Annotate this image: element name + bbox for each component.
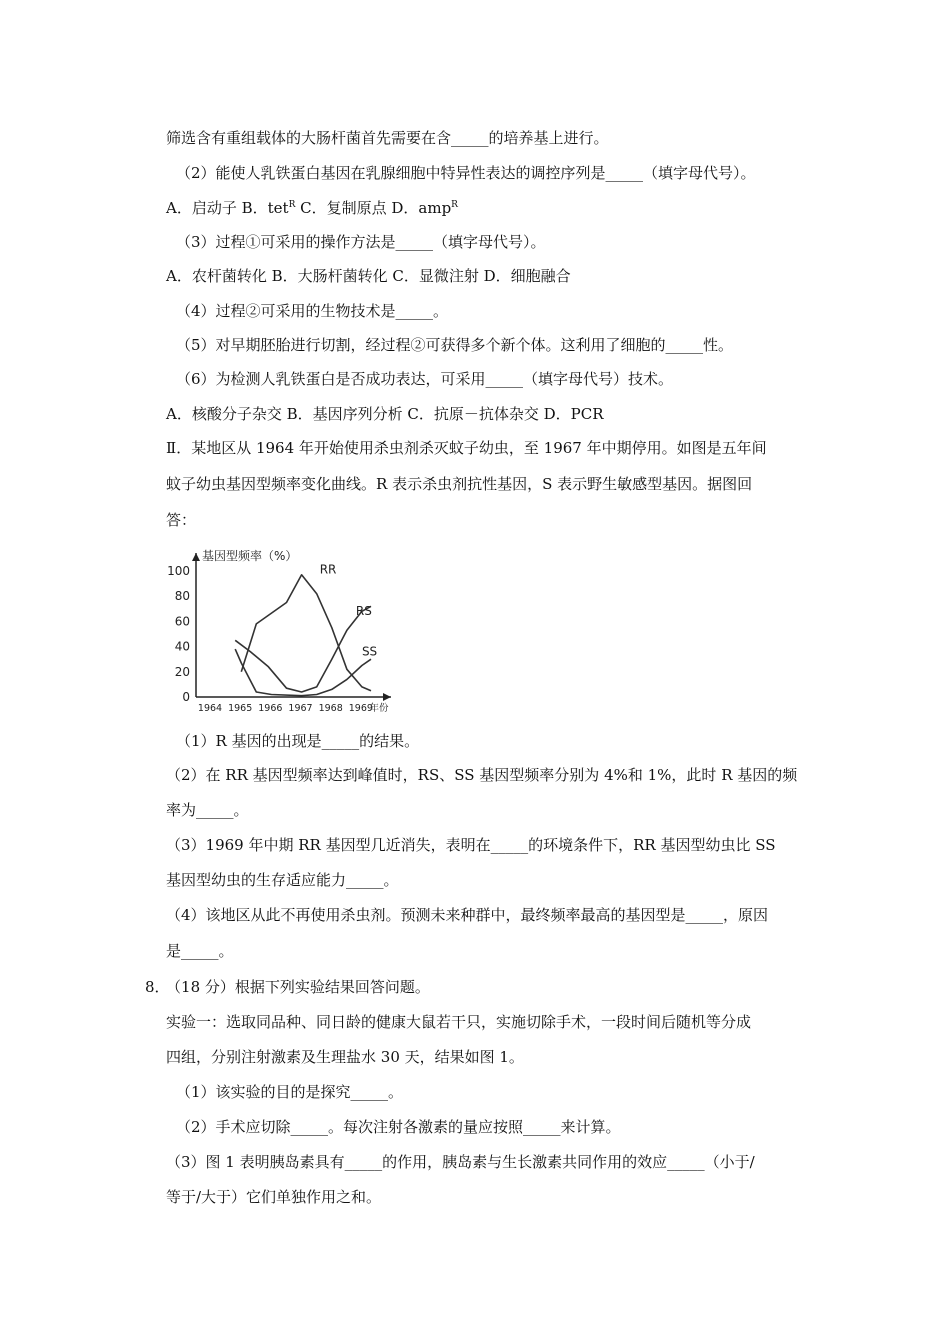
x-tick-label: 1968	[318, 703, 343, 714]
y-tick-label: 0	[182, 690, 190, 704]
part-2-question-4-cont: 是_____。	[166, 942, 234, 960]
y-tick-label: 20	[174, 664, 190, 679]
part-2-intro-2: 蚊子幼虫基因型频率变化曲线。R 表示杀虫剂抗性基因，S 表示野生敏感型基因。据图回	[166, 475, 753, 493]
y-tick-label: 80	[174, 589, 190, 604]
question-number: 8．	[145, 978, 170, 996]
part-2-question-2: （2）在 RR 基因型频率达到峰值时，RS、SS 基因型频率分别为 4%和 1%，此时 R 基因的频	[166, 766, 798, 784]
option-d: D．amp	[391, 199, 452, 217]
y-axis-arrow	[192, 553, 200, 561]
question-2: （2）能使人乳铁蛋白基因在乳腺细胞中特异性表达的调控序列是_____（填字母代号）。	[176, 164, 756, 182]
x-tick-label: 1966	[258, 703, 283, 714]
experiment-question-3: （3）图 1 表明胰岛素具有_____的作用，胰岛素与生长激素共同作用的效应_____（小于/	[166, 1153, 755, 1171]
series-line-rr	[241, 575, 371, 691]
x-tick-label: 1964	[197, 703, 223, 714]
x-axis-arrow	[383, 693, 391, 701]
part-2-intro-3: 答：	[166, 511, 197, 529]
experiment-question-1: （1）该实验的目的是探究_____。	[176, 1083, 404, 1101]
series-label-rr: RR	[319, 562, 337, 577]
option-b: B．tet	[241, 199, 289, 217]
part-2-intro-1: Ⅱ．某地区从 1964 年开始使用杀虫剂杀灭蚊子幼虫，至 1967 年中期停用。如图是五年间	[166, 439, 767, 457]
option-a: A．启动子	[166, 199, 242, 217]
x-axis-label: 年份	[369, 703, 389, 714]
option-c: C．复制原点	[295, 199, 392, 217]
x-tick-label: 1965	[228, 703, 253, 714]
option-d-sup: R	[451, 200, 458, 210]
y-tick-label: 100	[167, 564, 190, 578]
genotype-frequency-chart	[166, 547, 396, 722]
question-8-header	[145, 977, 430, 997]
part-2-question-4: （4）该地区从此不再使用杀虫剂。预测未来种群中，最终频率最高的基因型是_____，原因	[166, 906, 769, 924]
x-tick-label: 1967	[288, 703, 313, 714]
options-q3: A．农杆菌转化 B．大肠杆菌转化 C．显微注射 D．细胞融合	[166, 267, 571, 285]
chart-title: 基因型频率（%）	[202, 549, 298, 563]
part-2-question-3: （3）1969 年中期 RR 基因型几近消失，表明在_____的环境条件下，RR 基因型幼虫比 SS	[166, 836, 776, 854]
series-label-rs: RS	[355, 604, 372, 619]
experiment-question-2: （2）手术应切除_____。每次注射各激素的量应按照_____来计算。	[176, 1118, 621, 1136]
question-8-title: （18 分）根据下列实验结果回答问题。	[173, 978, 430, 996]
question-3: （3）过程①可采用的操作方法是_____（填字母代号）。	[176, 233, 546, 251]
series-line-rs	[235, 606, 371, 692]
experiment-1-line-2: 四组，分别注射激素及生理盐水 30 天，结果如图 1。	[166, 1048, 524, 1066]
x-tick-label: 1969	[348, 703, 373, 714]
option-b-sup: R	[288, 200, 296, 210]
text-line-1: 筛选含有重组载体的大肠杆菌首先需要在含_____的培养基上进行。	[166, 129, 609, 147]
question-5: （5）对早期胚胎进行切割，经过程②可获得多个新个体。这利用了细胞的_____性。	[176, 336, 734, 354]
question-6: （6）为检测人乳铁蛋白是否成功表达，可采用_____（填字母代号）技术。	[176, 370, 674, 388]
options-q2	[166, 198, 458, 218]
part-2-question-1: （1）R 基因的出现是_____的结果。	[176, 732, 420, 750]
series-label-ss: SS	[361, 644, 378, 659]
y-tick-label: 60	[174, 614, 190, 629]
question-4: （4）过程②可采用的生物技术是_____。	[176, 302, 449, 320]
experiment-question-3-cont: 等于/大于）它们单独作用之和。	[166, 1188, 382, 1206]
y-tick-label: 40	[174, 639, 190, 654]
options-q6: A．核酸分子杂交 B．基因序列分析 C．抗原－抗体杂交 D．PCR	[166, 405, 604, 423]
part-2-question-3-cont: 基因型幼虫的生存适应能力_____。	[166, 871, 399, 889]
experiment-1-line-1: 实验一：选取同品种、同日龄的健康大鼠若干只，实施切除手术，一段时间后随机等分成	[166, 1013, 752, 1031]
part-2-question-2-cont: 率为_____。	[166, 801, 249, 819]
